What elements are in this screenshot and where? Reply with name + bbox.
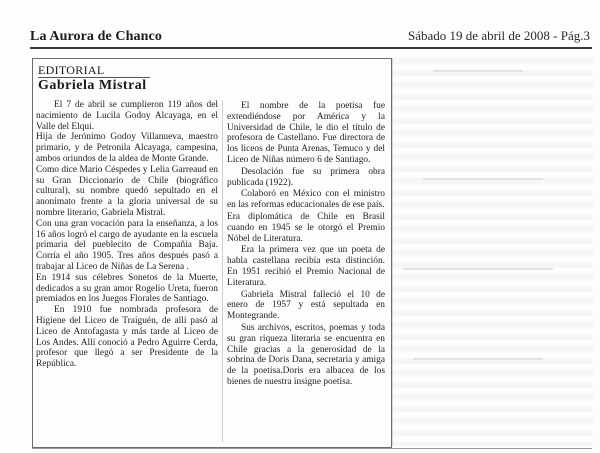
paragraph: Desolación fue su primera obra publicada (1922). — [227, 166, 385, 188]
article-left-column — [36, 100, 218, 370]
bottom-rule — [32, 448, 592, 449]
paragraph: En 1914 sus célebres Sonetos de la Muerte, dedicados a su gran amor Rogelio Ureta, fueron premiados en los Juegos Florales de Santiago. — [36, 272, 218, 305]
paragraph: Como dice Mario Céspedes y Lelia Garreaud en su Gran Diccionario de Chile (biográfico cultural), su nombre quedó sepultado en el anonimato frente a la gloria universal de su nombre literario, Gabriela Mistral. — [36, 164, 218, 218]
section-label: EDITORIAL — [38, 63, 105, 77]
paragraph: Hija de Jerónimo Godoy Villanueva, maestro primario, y de Petronila Alcayaga, campesina, ambos oriundos de la aldea de Monte Grande. — [36, 132, 218, 164]
article-headline: Gabriela Mistral — [38, 78, 147, 93]
paragraph: Con una gran vocación para la enseñanza, a los 16 años logró el cargo de ayudante en la escuela primaria del pueblecito de Compañía Baja. Corría el año 1905. Tres años después pasó a trabajar al Liceo de Niñas de La Serena . — [36, 218, 218, 272]
paragraph: En 1910 fue nombrada profesora de Higiene del Liceo de Traiguén, de allí pasó al Liceo de Antofagasta y más tarde al Liceo de Los Andes. Allí conoció a Pedro Aguirre Cerda, profesor que llegó a ser Presidente de la República. — [36, 305, 218, 370]
paragraph: Sus archivos, escritos, poemas y toda su gran riqueza literaria se encuentra en Chile gracias a la generosidad de la sobrina de Doris Dana, secretaria y amiga de la poetisa.Doris era albacea de los bienes de nuestra insigne poetisa. — [227, 322, 385, 387]
paragraph: Gabriela Mistral falleció el 10 de enero de 1957 y está sepultada en Montegrande. — [227, 289, 385, 322]
column-divider — [222, 100, 223, 442]
newspaper-name: La Aurora de Chanco — [30, 29, 162, 44]
paragraph: Colaboró en México con el ministro en las reformas educacionales de ese país. — [227, 189, 385, 211]
masthead — [0, 0, 600, 52]
paragraph: El nombre de la poetisa fue extendiéndose por América y la Universidad de Chile, le dio el título de profesora de Castellano. Fue directora de los liceos de Punta Arenas, Temuco y del Liceo de Niñas número 6 de Santiago. — [227, 101, 385, 165]
dateline: Sábado 19 de abril de 2008 - Pág.3 — [408, 28, 590, 43]
masthead-rule — [30, 47, 592, 49]
paragraph: El 7 de abril se cumplieron 119 años del nacimiento de Lucila Godoy Alcayaga, en el Valle del Elqui. — [36, 100, 218, 132]
adjacent-column-bleed — [392, 58, 593, 446]
article-right-column — [227, 101, 385, 389]
paragraph: Era diplomática de Chile en Brasil cuando en 1945 se le otorgó el Premio Nóbel de Literatura. — [227, 211, 385, 244]
paragraph: Era la primera vez que un poeta de habla castellana recibía esta distinción. En 1951 recibió el Premio Nacional de Literatura. — [227, 245, 385, 288]
